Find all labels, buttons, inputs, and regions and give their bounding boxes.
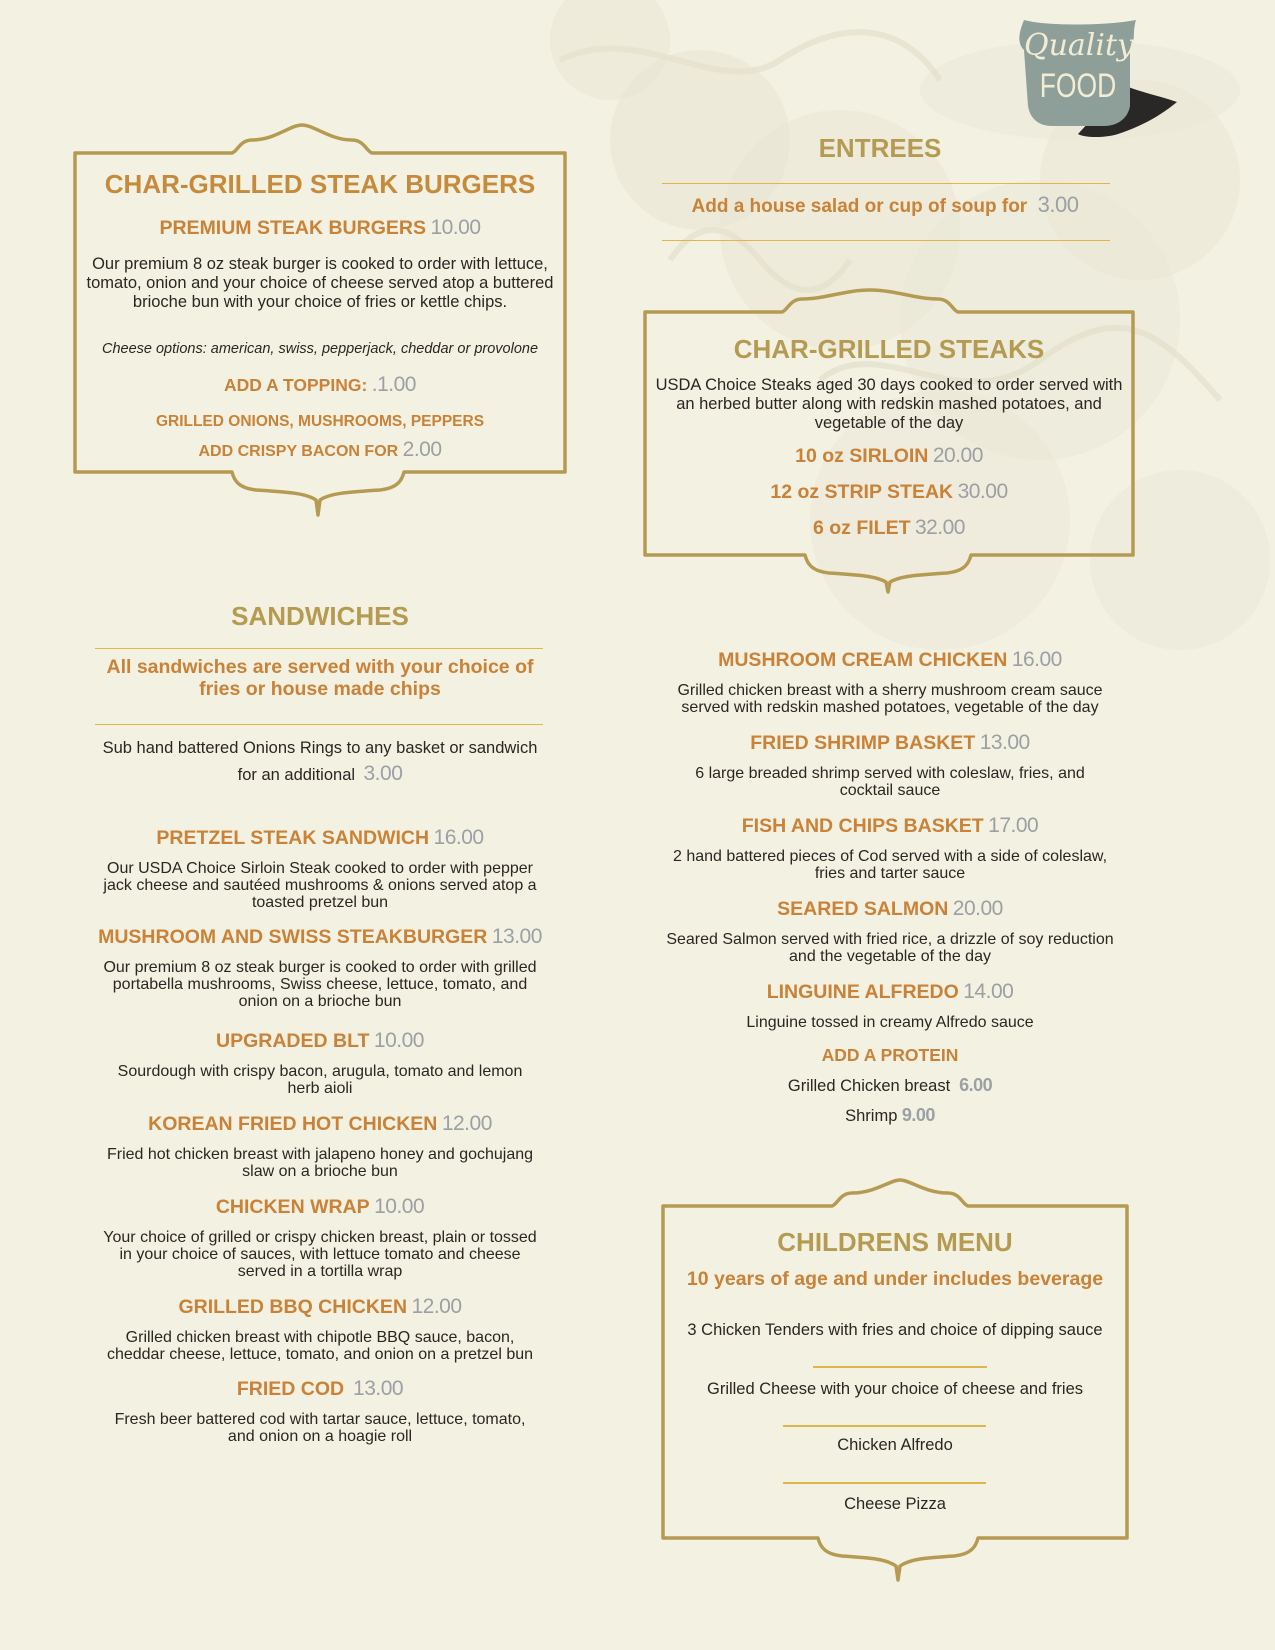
sandwich-item-name: CHICKEN WRAP xyxy=(215,1196,370,1218)
steak-item-price: 32.00 xyxy=(914,516,965,539)
entree-item-desc: 2 hand battered pieces of Cod served with a side of coleslaw, xyxy=(672,848,1108,865)
logo-text-food: FOOD xyxy=(1039,67,1117,105)
entrees-addon-price: 3.00 xyxy=(1037,192,1079,217)
entree-item-price: 16.00 xyxy=(1011,648,1062,671)
entree-item-desc: 6 large breaded shrimp served with coleslaw, fries, and xyxy=(695,765,1085,782)
onion-rings-price: 3.00 xyxy=(363,762,403,785)
steak-item-price: 30.00 xyxy=(957,480,1008,503)
entrees-bottom-rule xyxy=(662,240,1110,241)
sandwiches-note-line1: All sandwiches are served with your choice of xyxy=(106,656,534,678)
sandwich-item-desc: Sourdough with crispy bacon, arugula, tomato and lemon xyxy=(117,1063,523,1080)
protein-option-name: Grilled Chicken breast xyxy=(787,1077,951,1095)
sandwich-item-price: 10.00 xyxy=(373,1029,424,1052)
sandwich-item-desc: Fresh beer battered cod with tartar sauce, lettuce, tomato, xyxy=(114,1411,526,1428)
sandwiches-title: SANDWICHES xyxy=(231,601,409,631)
entrees-addon-line xyxy=(640,190,1130,223)
sandwich-item-desc: herb aioli xyxy=(287,1080,353,1097)
childrens-item: Cheese Pizza xyxy=(844,1495,946,1513)
sandwich-item-desc: portabella mushrooms, Swiss cheese, lettuce, tomato, and xyxy=(112,976,528,993)
entrees-title: ENTREES xyxy=(818,133,942,163)
onion-rings-note-line1: Sub hand battered Onions Rings to any basket or sandwich xyxy=(102,739,538,757)
sandwich-item-desc: Our USDA Choice Sirloin Steak cooked to order with pepper xyxy=(107,860,533,877)
steaks-title: CHAR-GRILLED STEAKS xyxy=(733,334,1045,364)
entree-item-name: LINGUINE ALFREDO xyxy=(766,981,959,1003)
entree-item xyxy=(640,978,1140,1031)
entree-item-desc: served with redskin mashed potatoes, vegetable of the day xyxy=(681,699,1099,716)
entrees-addon-text: Add a house salad or cup of soup for xyxy=(691,196,1028,217)
sandwich-item xyxy=(70,1027,570,1097)
toppings-list: GRILLED ONIONS, MUSHROOMS, PEPPERS xyxy=(155,413,485,430)
sandwich-item-desc: Fried hot chicken breast with jalapeno honey and gochujang xyxy=(106,1146,534,1163)
sandwich-item xyxy=(70,923,570,1010)
entree-item-desc: Grilled chicken breast with a sherry mushroom cream sauce xyxy=(677,682,1103,699)
entree-item-desc: Linguine tossed in creamy Alfredo sauce xyxy=(746,1014,1034,1031)
sandwich-item-desc: toasted pretzel bun xyxy=(251,894,389,911)
sandwich-item xyxy=(70,824,570,911)
sandwich-item-name: FRIED COD xyxy=(236,1378,345,1400)
protein-option-price: 9.00 xyxy=(901,1105,935,1125)
add-topping-price: .1.00 xyxy=(371,373,416,396)
sandwich-item-desc: Grilled chicken breast with chipotle BBQ sauce, bacon, xyxy=(125,1329,515,1346)
steak-item-name: 12 oz STRIP STEAK xyxy=(770,481,954,503)
protein-option xyxy=(640,1103,1140,1129)
add-topping-label: ADD A TOPPING: xyxy=(224,375,368,395)
sandwich-item-desc: jack cheese and sautéed mushrooms & onions served atop a xyxy=(103,877,537,894)
sandwich-item-price: 16.00 xyxy=(433,826,484,849)
sandwich-item-price: 12.00 xyxy=(411,1295,462,1318)
cheese-options: Cheese options: american, swiss, pepperjack, cheddar or provolone xyxy=(101,341,539,357)
steak-item-price: 20.00 xyxy=(932,444,983,467)
childrens-item: Chicken Alfredo xyxy=(837,1436,953,1454)
premium-steak-burgers-name: PREMIUM STEAK BURGERS xyxy=(159,217,426,239)
burgers-title: CHAR-GRILLED STEAK BURGERS xyxy=(104,169,536,199)
entree-item xyxy=(640,646,1140,716)
sandwich-item-price: 13.00 xyxy=(353,1377,404,1400)
sandwich-item-name: UPGRADED BLT xyxy=(216,1030,370,1052)
sandwich-item-desc: in your choice of sauces, with lettuce tomato and cheese xyxy=(119,1246,521,1263)
steak-item-name: 10 oz SIRLOIN xyxy=(795,445,929,467)
childrens-title: CHILDRENS MENU xyxy=(777,1227,1013,1257)
sandwich-item-name: PRETZEL STEAK SANDWICH xyxy=(156,827,430,849)
steak-item xyxy=(645,442,1133,472)
sandwich-item xyxy=(70,1293,570,1363)
entree-item-name: MUSHROOM CREAM CHICKEN xyxy=(718,649,1008,671)
add-protein-label: ADD A PROTEIN xyxy=(821,1045,959,1065)
sandwiches-bottom-rule xyxy=(95,724,543,725)
childrens-item: 3 Chicken Tenders with fries and choice of dipping sauce xyxy=(687,1321,1103,1339)
childrens-divider xyxy=(813,1366,987,1368)
childrens-divider xyxy=(783,1425,986,1427)
premium-steak-burgers-description: Our premium 8 oz steak burger is cooked to order with lettuce, tomato, onion and your choice of cheese served atop a buttered brioche bun with your choice of fries or kettle chips. xyxy=(86,255,554,311)
entree-item xyxy=(640,895,1140,965)
childrens-divider xyxy=(783,1482,986,1484)
sandwich-item-desc: Your choice of grilled or crispy chicken breast, plain or tossed xyxy=(103,1229,537,1246)
sandwich-item xyxy=(70,1193,570,1280)
steak-item xyxy=(645,478,1133,508)
protein-option xyxy=(640,1073,1140,1099)
steaks-description: USDA Choice Steaks aged 30 days cooked to order served with an herbed butter along with redskin mashed potatoes, and vegetable of the day xyxy=(655,376,1123,432)
sandwich-item-desc: slaw on a brioche bun xyxy=(242,1163,398,1180)
sandwiches-note xyxy=(80,656,560,700)
sandwiches-note-line2: fries or house made chips xyxy=(199,678,441,700)
entree-item-price: 13.00 xyxy=(979,731,1030,754)
sandwich-item-desc: served in a tortilla wrap xyxy=(237,1263,403,1280)
add-bacon-line xyxy=(75,436,565,466)
premium-steak-burgers-line xyxy=(75,214,565,244)
childrens-subtitle: 10 years of age and under includes beverage xyxy=(686,1268,1104,1290)
entree-item-desc: and the vegetable of the day xyxy=(789,948,991,965)
protein-option-price: 6.00 xyxy=(959,1075,993,1095)
sandwich-item-name: GRILLED BBQ CHICKEN xyxy=(178,1296,408,1318)
sandwich-item-price: 10.00 xyxy=(374,1195,425,1218)
sandwich-item-desc: and onion on a hoagie roll xyxy=(227,1428,413,1445)
add-topping-line xyxy=(75,371,565,401)
sandwich-item-price: 12.00 xyxy=(441,1112,492,1135)
entree-item-desc: cocktail sauce xyxy=(839,782,941,799)
steak-item xyxy=(645,514,1133,544)
sandwich-item xyxy=(70,1110,570,1180)
sandwich-item-desc: cheddar cheese, lettuce, tomato, and onion on a pretzel bun xyxy=(106,1346,534,1363)
childrens-item: Grilled Cheese with your choice of cheese and fries xyxy=(706,1380,1084,1398)
sandwich-item-name: KOREAN FRIED HOT CHICKEN xyxy=(148,1113,438,1135)
entree-item-name: SEARED SALMON xyxy=(777,898,949,920)
entree-item xyxy=(640,729,1140,799)
logo-text-quality: Quality xyxy=(1024,28,1134,63)
onion-rings-note-line2 xyxy=(80,760,560,790)
entree-item-desc: Seared Salmon served with fried rice, a drizzle of soy reduction xyxy=(666,931,1114,948)
entree-item-price: 20.00 xyxy=(952,897,1003,920)
entree-item-price: 17.00 xyxy=(988,814,1039,837)
sandwich-item-price: 13.00 xyxy=(491,925,542,948)
entree-item-name: FISH AND CHIPS BASKET xyxy=(741,815,984,837)
sandwich-item-desc: onion on a brioche bun xyxy=(238,993,402,1010)
add-bacon-price: 2.00 xyxy=(402,438,442,461)
entree-item-name: FRIED SHRIMP BASKET xyxy=(750,732,976,754)
add-bacon-label: ADD CRISPY BACON FOR xyxy=(198,443,399,460)
sandwich-item-desc: Our premium 8 oz steak burger is cooked to order with grilled xyxy=(103,959,537,976)
sandwiches-top-rule xyxy=(95,648,543,649)
premium-steak-burgers-price: 10.00 xyxy=(430,216,481,239)
sandwich-item xyxy=(70,1375,570,1445)
steak-item-name: 6 oz FILET xyxy=(812,517,911,539)
entree-item-price: 14.00 xyxy=(963,980,1014,1003)
onion-rings-note-text: for an additional xyxy=(237,766,356,784)
entrees-top-rule xyxy=(662,183,1110,184)
sandwich-item-name: MUSHROOM AND SWISS STEAKBURGER xyxy=(98,926,488,948)
entree-item-desc: fries and tarter sauce xyxy=(814,865,966,882)
protein-option-name: Shrimp xyxy=(845,1107,898,1125)
entree-item xyxy=(640,812,1140,882)
